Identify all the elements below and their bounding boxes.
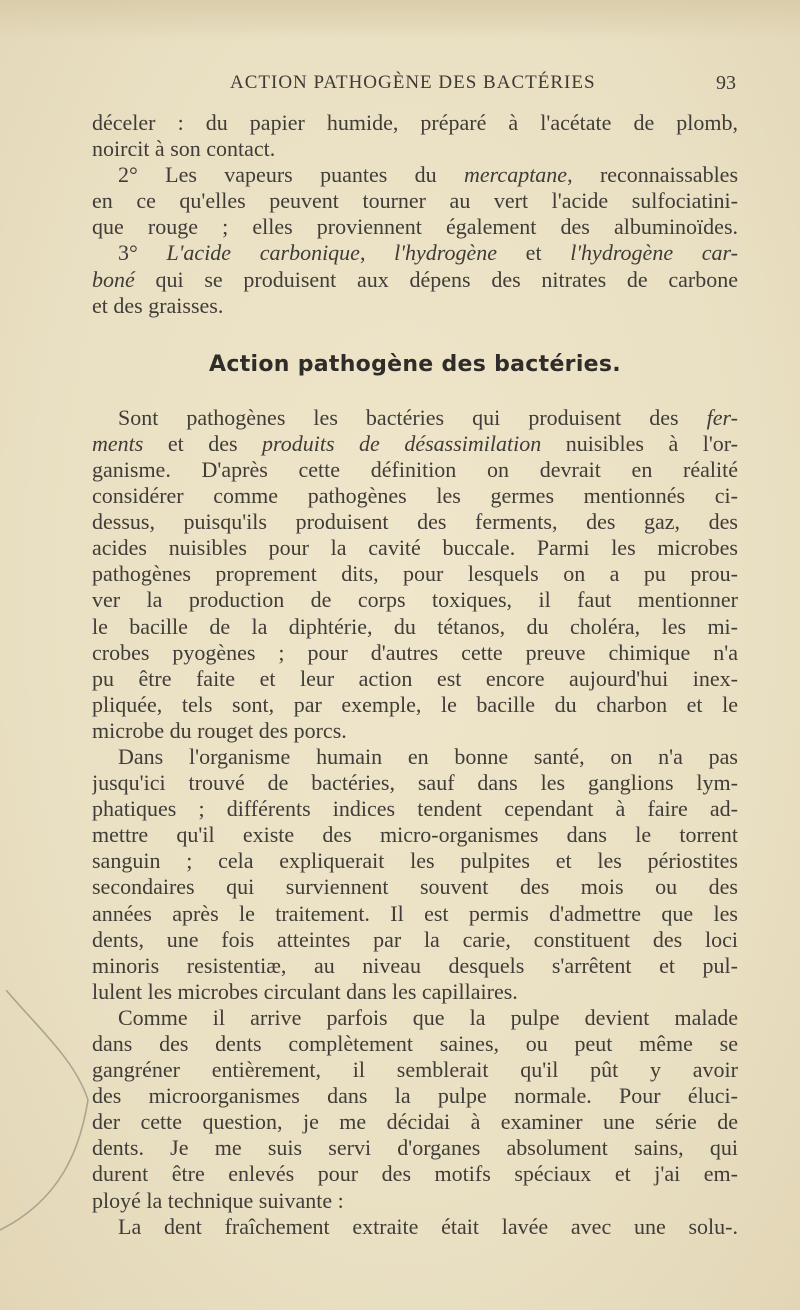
text-line: ver la production de corps toxiques, il faut mentionner [92,587,738,613]
text-line: et des graisses. [92,292,224,318]
running-header-title: ACTION PATHOGÈNE DES BACTÉRIES [230,72,596,93]
italic-term: produits de désassimilation [262,430,542,456]
text-line: le bacille de la diphtérie, du tétanos, du choléra, les mi- [92,613,738,639]
text-run: , reconnaissables [567,162,738,188]
text-line [92,267,738,293]
text-line [92,405,738,431]
text-line: des microorganismes dans la pulpe normale. Pour éluci- [92,1083,738,1109]
text-line: dans des dents complètement saines, ou peut même se [92,1031,738,1056]
spacer [92,319,738,343]
paragraph-1 [92,110,738,162]
text-line: noircit à son contact. [92,136,276,162]
italic-term: ments [92,430,144,456]
text-run: 2° Les vapeurs puantes du [118,162,465,188]
paragraph-5 [92,744,738,1005]
text-line: pliquée, tels sont, par exemple, le bacille du charbon et le [92,691,738,717]
paragraph-4 [92,405,738,744]
text-line: crobes pyogènes ; pour d'autres cette preuve chimique n'a [92,639,738,665]
text-line: ganisme. D'après cette définition on devrait en réalité [92,456,738,482]
text-line: gangréner entièrement, il semblerait qu'il pût y avoir [92,1057,738,1083]
text-line: sanguin ; cela expliquerait les pulpites et les périostites [92,848,738,874]
text-line: minoris resistentiæ, au niveau desquels s'arrêtent et pul- [92,952,738,978]
text-run: nuisibles à l'or- [541,430,738,456]
text-line [92,240,738,266]
text-line: dents. Je me suis servi d'organes absolument sains, qui [92,1135,738,1161]
page-top-shadow [0,0,800,40]
paragraph-2 [92,162,738,240]
text-line: durent être enlevés pour des motifs spéciaux et j'ai em- [92,1161,738,1187]
text-line: Comme il arrive parfois que la pulpe devient malade [118,1004,738,1030]
text-run: , [359,240,395,266]
text-line: déceler : du papier humide, préparé à l'acétate de plomb, [92,110,738,135]
text-run: et [497,240,571,266]
text-line: Dans l'organisme humain en bonne santé, on n'a pas [118,743,738,769]
text-line: considérer comme pathogènes les germes mentionnés ci- [92,483,738,509]
page-body [92,110,738,1240]
text-line: microbe du rouget des porcs. [92,717,347,743]
italic-term: L'acide carbonique [166,240,360,266]
text-line: La dent fraîchement extraite était lavée avec une solu-. [118,1213,738,1239]
italic-term: l'hydrogène car- [570,240,738,266]
text-line: ployé la technique suivante : [92,1187,344,1213]
italic-term: fer- [706,404,738,430]
italic-term: l'hydrogène [394,240,497,266]
text-line: mettre qu'il existe des micro-organismes dans le torrent [92,822,738,848]
italic-term: boné [92,266,135,292]
page-number: 93 [716,72,736,94]
text-line [92,431,738,457]
paragraph-3 [92,240,738,318]
text-line: acides nuisibles pour la cavité buccale. Parmi les microbes [92,535,738,561]
text-line: lulent les microbes circulant dans les capillaires. [92,978,518,1004]
text-run: 3° [118,240,167,266]
text-line: secondaires qui surviennent souvent des mois ou des [92,874,738,900]
text-line: que rouge ; elles proviennent également des albuminoïdes. [92,214,738,240]
text-run: et des [143,430,263,456]
paragraph-7 [92,1214,738,1240]
section-heading: Action pathogène des bactéries. [209,351,621,377]
pencil-margin-mark [0,990,90,1240]
text-line: pathogènes proprement dits, pour lesquels on a pu prou- [92,561,738,587]
text-line: pu être faite et leur action est encore aujourd'hui inex- [92,665,738,691]
text-line: der cette question, je me décidai à examiner une série de [92,1109,738,1135]
italic-term: mercaptane [464,162,568,188]
text-run: qui se produisent aux dépens des nitrates de carbone [134,266,738,292]
text-line: années après le traitement. Il est permis d'admettre que les [92,900,738,926]
text-line: jusqu'ici trouvé de bactéries, sauf dans les ganglions lym- [92,770,738,796]
running-header [92,72,740,100]
text-line: en ce qu'elles peuvent tourner au vert l'acide sulfociatini- [92,188,738,214]
spacer [92,387,738,405]
paragraph-6 [92,1005,738,1214]
text-run: Sont pathogènes les bactéries qui produisent des [118,404,707,430]
text-line: dessus, puisqu'ils produisent des ferments, des gaz, des [92,509,738,535]
text-line: dents, une fois atteintes par la carie, constituent des loci [92,926,738,952]
text-line [92,162,738,188]
text-line: phatiques ; différents indices tendent cependant à faire ad- [92,796,738,822]
